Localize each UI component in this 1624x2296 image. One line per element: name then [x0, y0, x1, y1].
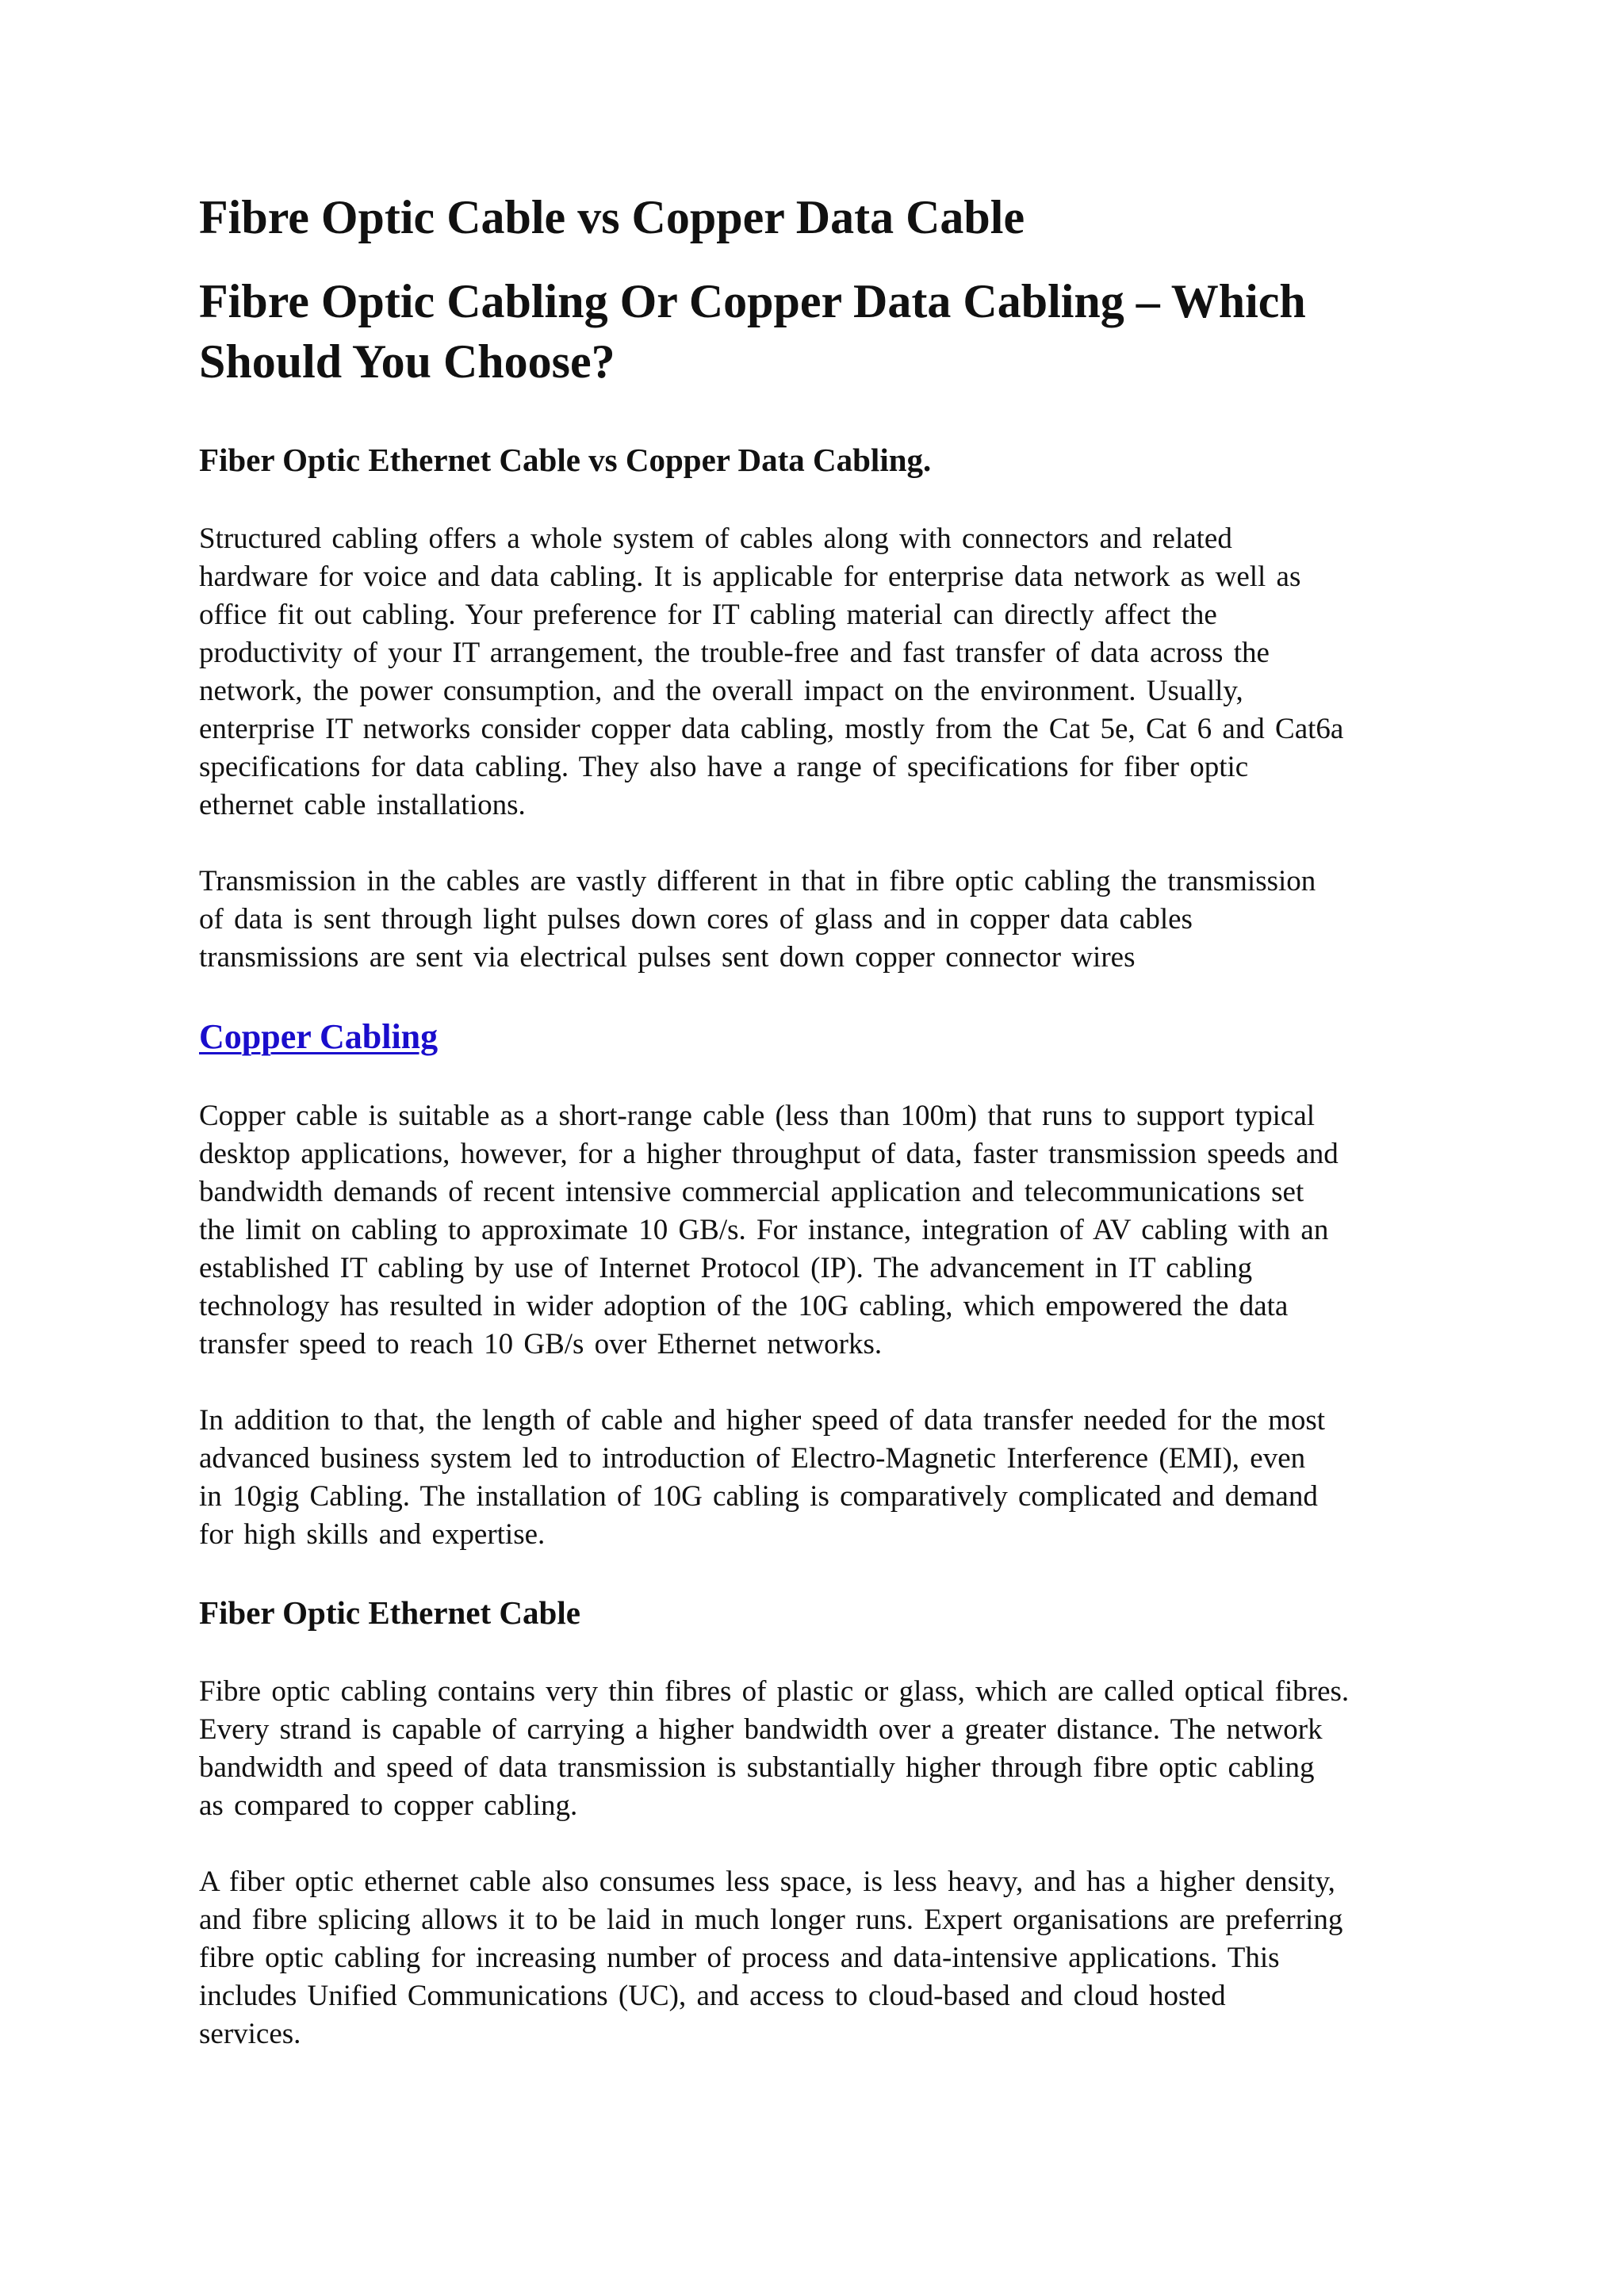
section-heading-intro: Fiber Optic Ethernet Cable vs Copper Data Cabling.	[199, 442, 932, 478]
text-line: Fibre optic cabling contains very thin fibres of plastic or glass, which are called optical fibres.	[199, 1675, 1350, 1708]
text-line: services.	[199, 2018, 301, 2050]
text-line: Copper cable is suitable as a short-range cable (less than 100m) that runs to support typical	[199, 1100, 1316, 1132]
text-line: advanced business system led to introduction of Electro-Magnetic Interference (EMI), even	[199, 1442, 1306, 1475]
subtitle-line: Should You Choose?	[199, 335, 615, 388]
subtitle-line: Fibre Optic Cabling Or Copper Data Cabling – Which	[199, 275, 1306, 327]
text-line: enterprise IT networks consider copper data cabling, mostly from the Cat 5e, Cat 6 and Cat6a	[199, 713, 1344, 745]
text-line: fibre optic cabling for increasing number of process and data-intensive applications. This	[199, 1942, 1280, 1974]
page-title: Fibre Optic Cable vs Copper Data Cable	[199, 191, 1025, 243]
fiber-paragraph-1	[199, 1673, 1452, 1825]
text-line: network, the power consumption, and the overall impact on the environment. Usually,	[199, 675, 1243, 707]
text-line: A fiber optic ethernet cable also consumes less space, is less heavy, and has a higher density,	[199, 1866, 1335, 1898]
text-line: bandwidth demands of recent intensive commercial application and telecommunications set	[199, 1176, 1304, 1208]
text-line: technology has resulted in wider adoption of the 10G cabling, which empowered the data	[199, 1290, 1289, 1322]
text-line: ethernet cable installations.	[199, 789, 526, 821]
text-line: includes Unified Communications (UC), and access to cloud-based and cloud hosted	[199, 1980, 1226, 2012]
text-line: specifications for data cabling. They also have a range of specifications for fiber optic	[199, 751, 1249, 783]
intro-paragraph-2	[199, 863, 1452, 977]
text-line: Transmission in the cables are vastly different in that in fibre optic cabling the transmission	[199, 865, 1316, 897]
section-heading-fiber: Fiber Optic Ethernet Cable	[199, 1594, 580, 1631]
intro-paragraph-1	[199, 520, 1452, 825]
text-line: In addition to that, the length of cable and higher speed of data transfer needed for the most	[199, 1404, 1326, 1437]
text-line: of data is sent through light pulses down cores of glass and in copper data cables	[199, 903, 1193, 936]
text-line: as compared to copper cabling.	[199, 1789, 578, 1822]
text-line: the limit on cabling to approximate 10 GB/s. For instance, integration of AV cabling with an	[199, 1214, 1329, 1246]
text-line: transfer speed to reach 10 GB/s over Ethernet networks.	[199, 1328, 883, 1360]
fiber-paragraph-2	[199, 1863, 1452, 2053]
text-line: office fit out cabling. Your preference for IT cabling material can directly affect the	[199, 599, 1217, 631]
page-subtitle	[199, 271, 1452, 392]
document-page	[199, 189, 1452, 2091]
copper-paragraph-2	[199, 1402, 1452, 1554]
text-line: bandwidth and speed of data transmission is substantially higher through fibre optic cabling	[199, 1751, 1315, 1784]
text-line: established IT cabling by use of Internet Protocol (IP). The advancement in IT cabling	[199, 1252, 1253, 1284]
text-line: Structured cabling offers a whole system of cables along with connectors and related	[199, 522, 1232, 555]
text-line: transmissions are sent via electrical pulses sent down copper connector wires	[199, 941, 1136, 974]
section-heading-copper	[199, 1015, 1452, 1059]
copper-cabling-link[interactable]: Copper Cabling	[199, 1017, 439, 1056]
text-line: in 10gig Cabling. The installation of 10G cabling is comparatively complicated and demand	[199, 1480, 1318, 1513]
text-line: and fibre splicing allows it to be laid in much longer runs. Expert organisations are preferring	[199, 1904, 1343, 1936]
text-line: productivity of your IT arrangement, the trouble-free and fast transfer of data across the	[199, 637, 1270, 669]
text-line: hardware for voice and data cabling. It is applicable for enterprise data network as well as	[199, 561, 1301, 593]
copper-paragraph-1	[199, 1097, 1452, 1364]
text-line: for high skills and expertise.	[199, 1518, 546, 1551]
text-line: desktop applications, however, for a higher throughput of data, faster transmission speeds and	[199, 1138, 1339, 1170]
text-line: Every strand is capable of carrying a higher bandwidth over a greater distance. The network	[199, 1713, 1323, 1746]
